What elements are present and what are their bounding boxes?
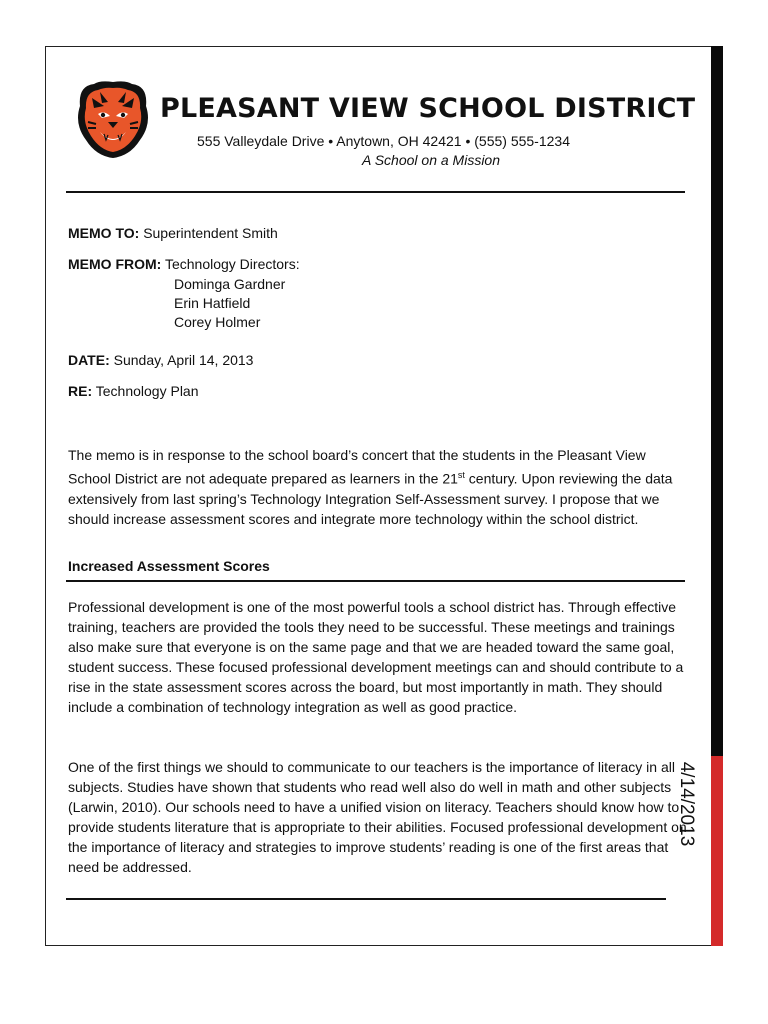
footer-divider xyxy=(66,898,666,900)
memo-re-value: Technology Plan xyxy=(95,383,199,399)
district-name: PLEASANT VIEW SCHOOL DISTRICT xyxy=(160,93,696,124)
memo-re-label: RE: xyxy=(68,383,93,399)
memo-from-name: Corey Holmer xyxy=(174,314,261,330)
memo-date-label: DATE: xyxy=(68,352,110,368)
intro-paragraph xyxy=(68,445,688,529)
memo-from-value: Technology Directors: xyxy=(164,256,300,272)
memo-to xyxy=(68,225,278,241)
memo-from xyxy=(68,256,300,272)
header-divider xyxy=(66,191,685,193)
memo-date xyxy=(68,352,253,368)
district-tagline: A School on a Mission xyxy=(362,152,500,168)
side-bar-red xyxy=(711,756,723,946)
memo-from-label: MEMO FROM: xyxy=(68,256,162,272)
section-divider xyxy=(66,580,685,582)
memo-re xyxy=(68,383,199,399)
memo-date-value: Sunday, April 14, 2013 xyxy=(113,352,254,368)
tiger-head-icon xyxy=(70,76,156,162)
memo-from-name: Dominga Gardner xyxy=(174,276,286,292)
memo-to-value: Superintendent Smith xyxy=(143,225,278,241)
side-date: 4/14/2013 xyxy=(676,761,697,847)
intro-superscript: st xyxy=(457,470,465,480)
district-address: 555 Valleydale Drive • Anytown, OH 42421 • (555) 555-1234 xyxy=(197,133,570,149)
intro-text-continued: century. Upon reviewing the data extensively from last spring’s Technology Integration Self-Assessment survey. I propose that we should increase assessment scores and integrate more technology within the school district. xyxy=(68,470,673,527)
body-paragraph-2: One of the first things we should to communicate to our teachers is the importance of literacy in all subjects. Studies have shown that students who read well also do well in math and other subjects (Larwin, 2010). Our schools need to have a unified vision on literacy. Teachers should know how to provide students literature that is appropriate to their abilities. Focused professional development on the importance of literacy and strategies to improve students’ reading is one of the first areas that need be addressed. xyxy=(68,759,687,875)
intro-text: The memo is in response to the school board’s concert that the students in the Pleasant View School District are not adequate prepared as learners in the 21 xyxy=(68,447,646,487)
memo-from-name: Erin Hatfield xyxy=(174,295,251,311)
body-paragraph-1: Professional development is one of the most powerful tools a school district has. Through effective training, teachers are provided the tools they need to be successful. These meetings and trainings also make sure that everyone is on the same page and that we are headed toward the same goal, student success. These focused professional development meetings can and should contribute to a rise in the state assessment scores across the board, but most importantly in math. They should include a combination of technology integration as well as good practice. xyxy=(68,599,684,715)
memo-to-label: MEMO TO: xyxy=(68,225,140,241)
section-heading: Increased Assessment Scores xyxy=(68,558,270,574)
